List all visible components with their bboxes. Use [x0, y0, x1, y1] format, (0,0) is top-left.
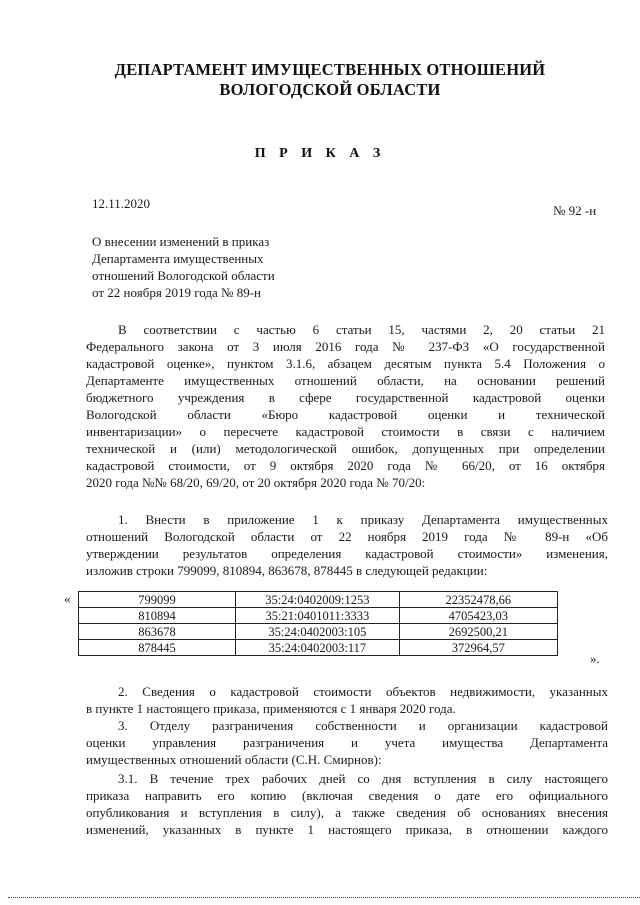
- table-row: [79, 640, 558, 656]
- preamble-line: кадастровой оценке», пунктом 3.1.6, абзацем десятым пункта 5.4 Положения о: [86, 356, 605, 371]
- subject-line: от 22 ноября 2019 года № 89-н: [92, 285, 261, 300]
- item-3-line: имущественных отношений области (С.Н. Смирнов):: [86, 752, 382, 767]
- table-cell-cadastral-value: 4705423,03: [399, 608, 557, 624]
- subject-line: отношений Вологодской области: [92, 268, 275, 283]
- opening-quote: «: [64, 591, 71, 606]
- table-cell-row-number: 810894: [79, 608, 236, 624]
- table-cell-row-number: 799099: [79, 592, 236, 608]
- preamble-line: кадастровой стоимости, от 9 октября 2020 года № 66/20, от 16 октября: [86, 458, 605, 473]
- item-3-line: оценки управления разграничения и учета имущества Департамента: [86, 735, 608, 750]
- table-cell-cadastral-number: 35:24:0402003:105: [236, 624, 400, 640]
- subject-line: Департамента имущественных: [92, 251, 264, 266]
- preamble-line: технической и (или) методологической ошибок, допущенных при определении: [86, 441, 605, 456]
- table-cell-cadastral-value: 2692500,21: [399, 624, 557, 640]
- order-number: № 92 -н: [553, 203, 597, 218]
- cadastral-value-table: [78, 591, 558, 656]
- item-1-line: утверждении результатов определения кадастровой стоимости» изменения,: [86, 546, 608, 561]
- table-row: [79, 592, 558, 608]
- subject-line: О внесении изменений в приказ: [92, 234, 270, 249]
- table-cell-row-number: 863678: [79, 624, 236, 640]
- table-cell-cadastral-number: 35:21:0401011:3333: [236, 608, 400, 624]
- table-cell-row-number: 878445: [79, 640, 236, 656]
- department-name-line1: ДЕПАРТАМЕНТ ИМУЩЕСТВЕННЫХ ОТНОШЕНИЙ: [114, 60, 546, 79]
- closing-quote: ».: [590, 651, 600, 666]
- item-3-1-line: опубликования и вступления в силу), а также сведения об основаниях внесения: [86, 805, 608, 820]
- page-bottom-divider: [8, 897, 640, 898]
- document-type-title: П Р И К А З: [254, 146, 386, 161]
- preamble-line: инвентаризации» о пересчете кадастровой стоимости в связи с наличием: [86, 424, 605, 439]
- table-cell-cadastral-number: 35:24:0402003:117: [236, 640, 400, 656]
- item-3-line: 3. Отделу разграничения собственности и организации кадастровой: [118, 718, 608, 733]
- item-3-1-line: 3.1. В течение трех рабочих дней со дня вступления в силу настоящего: [118, 771, 608, 786]
- preamble-line: 2020 года №№ 68/20, 69/20, от 20 октября 2020 года № 70/20:: [86, 475, 426, 490]
- item-3-1-line: изменений, указанных в пункте 1 настоящего приказа, в отношении каждого: [86, 822, 608, 837]
- table-cell-cadastral-value: 372964,57: [399, 640, 557, 656]
- item-3-1-line: приказа направить его копию (включая сведения о дате его официального: [86, 788, 608, 803]
- item-1-line: отношений Вологодской области от 22 ноября 2019 года № 89-н «Об: [86, 529, 608, 544]
- preamble-line: В соответствии с частью 6 статьи 15, частями 2, 20 статьи 21: [118, 322, 605, 337]
- preamble-line: Департаменте имущественных отношений области, на основании решений: [86, 373, 605, 388]
- preamble-line: Вологодской области «Бюро кадастровой оценки и технической: [86, 407, 605, 422]
- table-cell-cadastral-number: 35:24:0402009:1253: [236, 592, 400, 608]
- preamble-line: Федерального закона от 3 июля 2016 года № 237-ФЗ «О государственной: [86, 339, 605, 354]
- item-2-line: 2. Сведения о кадастровой стоимости объектов недвижимости, указанных: [118, 684, 608, 699]
- table-row: [79, 624, 558, 640]
- item-1-line: 1. Внести в приложение 1 к приказу Департамента имущественных: [118, 512, 608, 527]
- item-2-line: в пункте 1 настоящего приказа, применяются с 1 января 2020 года.: [86, 701, 456, 716]
- order-date: 12.11.2020: [92, 196, 151, 211]
- item-1-line: изложив строки 799099, 810894, 863678, 878445 в следующей редакции:: [86, 563, 488, 578]
- department-name-line2: ВОЛОГОДСКОЙ ОБЛАСТИ: [219, 80, 441, 99]
- preamble-line: бюджетного учреждения в сфере государственной кадастровой оценки: [86, 390, 605, 405]
- table-row: [79, 608, 558, 624]
- table-cell-cadastral-value: 22352478,66: [399, 592, 557, 608]
